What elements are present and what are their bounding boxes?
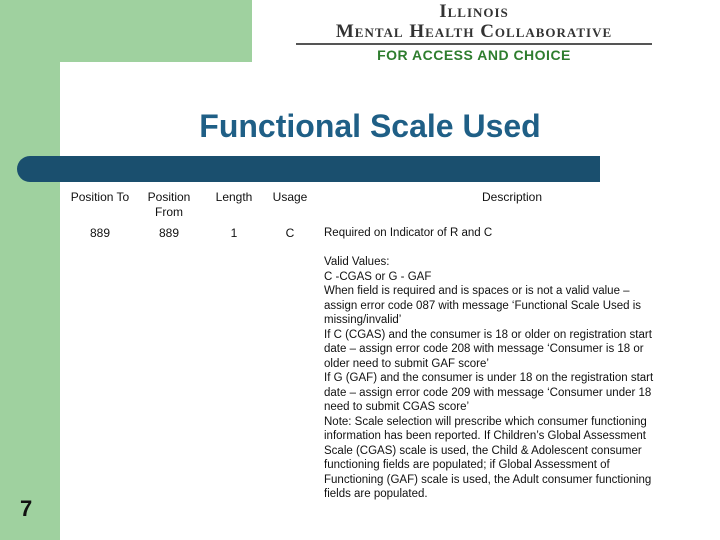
header-description: Description — [481, 190, 543, 204]
slide-title: Functional Scale Used — [199, 108, 541, 144]
description-line: date – assign error code 209 with message ‘Consumer under 18 — [324, 386, 652, 399]
header-usage: Usage — [272, 190, 308, 204]
logo-line-1: Illinois — [439, 1, 509, 22]
description-line: older need to submit GAF score’ — [324, 357, 489, 370]
logo-tagline: FOR ACCESS AND CHOICE — [377, 47, 571, 63]
cell-usage: C — [285, 226, 295, 240]
description-line: If G (GAF) and the consumer is under 18 on the registration start — [324, 372, 654, 384]
organization-logo — [296, 2, 652, 63]
description-line: C -CGAS or G - GAF — [324, 270, 432, 283]
description-line: If C (CGAS) and the consumer is 18 or older on registration start — [324, 328, 652, 341]
description-line: missing/invalid’ — [324, 314, 402, 326]
cell-length: 1 — [230, 226, 238, 240]
cell-position-to: 889 — [89, 226, 111, 240]
header-length: Length — [215, 190, 253, 204]
header-position-from: Position From — [147, 190, 191, 219]
page-number: 7 — [20, 496, 33, 521]
header-position-to: Position To — [70, 190, 130, 204]
description-line: need to submit CGAS score’ — [324, 401, 470, 413]
top-green-band — [0, 0, 252, 62]
left-green-band — [0, 0, 60, 540]
description-line: information has been reported. If Children’s Global Assessment — [324, 430, 646, 442]
logo-rule — [296, 43, 652, 45]
cell-description — [324, 255, 704, 502]
description-line: Valid Values: — [324, 256, 390, 268]
description-line: When field is required and is spaces or is not a valid value – — [324, 285, 630, 297]
logo-line-2: Mental Health Collaborative — [335, 21, 613, 42]
description-line: fields are populated. — [324, 488, 428, 500]
description-line: Functioning (GAF) scale is used, the Adult consumer functioning — [324, 473, 652, 486]
title-underline-bar — [17, 156, 600, 182]
cell-position-from: 889 — [158, 226, 180, 240]
cell-required: Required on Indicator of R and C — [324, 227, 493, 239]
description-line: functioning fields are populated; if Global Assessment of — [324, 459, 610, 471]
description-line: date – assign error code 208 with message ‘Consumer is 18 or — [324, 343, 644, 355]
description-line: Note: Scale selection will prescribe which consumer functioning — [324, 415, 647, 428]
corner-curve — [60, 62, 88, 90]
description-line: Scale (CGAS) scale is used, the Child & Adolescent consumer — [324, 444, 642, 457]
description-line: assign error code 087 with message ‘Functional Scale Used is — [324, 299, 642, 312]
